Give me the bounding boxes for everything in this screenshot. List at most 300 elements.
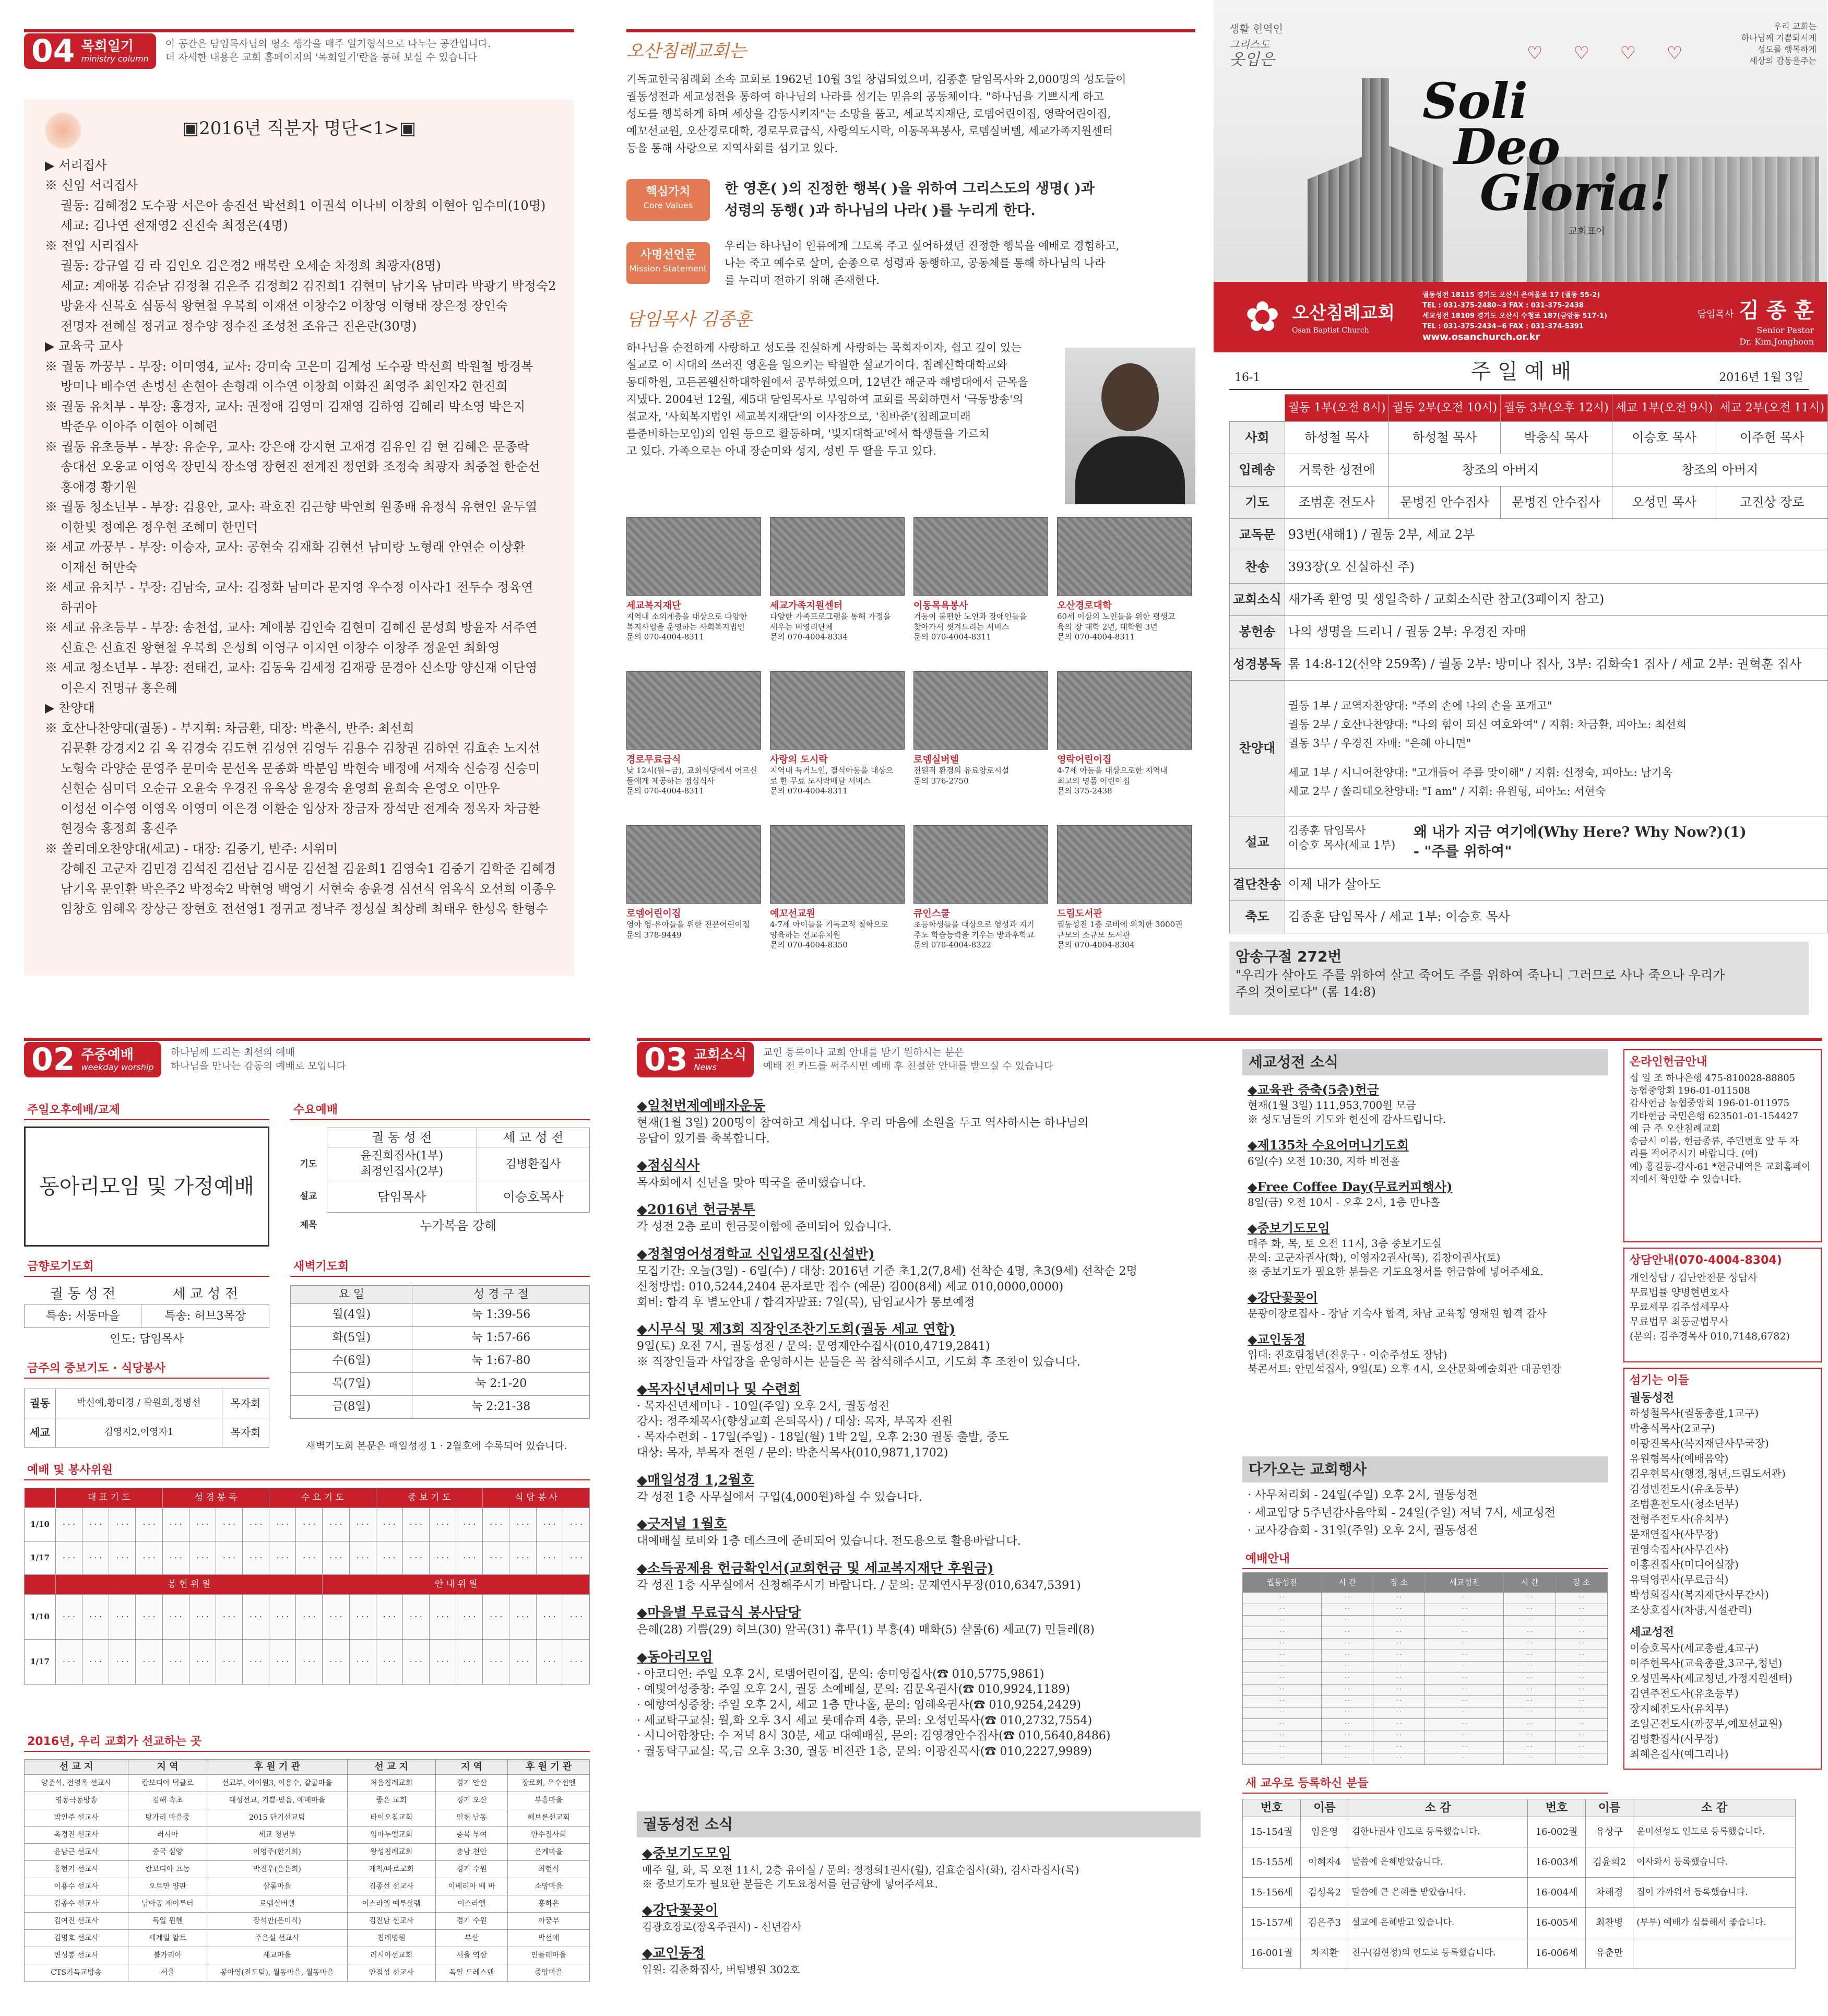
ministry-photo — [913, 825, 1048, 904]
mission-cell: 은계마을 — [508, 1844, 590, 1861]
online-line: 예) 홍길동-감사-61 *헌금내역은 교회홈페이 — [1630, 1161, 1811, 1172]
service-cell: · · · — [109, 1508, 136, 1541]
mission-cell: 영동극동방송 — [25, 1792, 128, 1809]
schedule-header: 장 소 — [1556, 1572, 1607, 1592]
mission-cell: 소망마을 — [508, 1878, 590, 1895]
schedule-cell: · · — [1243, 1638, 1322, 1650]
ministry-desc: 문의 070-4004-8304 — [1057, 940, 1135, 950]
news-item-title: ◆소득공제용 헌금확인서(교회헌금 및 세교복지재단 후원금) — [637, 1561, 994, 1577]
order-cell: 하성철 목사 — [1389, 422, 1501, 454]
schedule-cell: · · — [1243, 1753, 1322, 1764]
about-intro — [626, 71, 1195, 157]
friday-prayer-title: 금향로기도회 — [24, 1258, 269, 1277]
gwoldong-news — [637, 1811, 1201, 2010]
usher-cell: · · · — [509, 1595, 536, 1640]
service-column-header: 궐동 3부(오후 12시) — [1501, 395, 1612, 422]
news-item-title: ◆정철영어성경학교 신입생모집(신설반) — [637, 1247, 875, 1263]
cover-tagline: 생활 현역인 그리스도 옷입은 — [1229, 22, 1283, 69]
bio-line: 를준비하는모임)의 임원 등으로 활동하며, '빛지대학교'에서 학생들을 가르치 — [626, 427, 990, 440]
officer-line: 노형숙 라양순 문영주 문미숙 문선옥 문종화 박분임 박현숙 배정애 서재숙 신승경 신승미 — [61, 761, 540, 776]
counsel-line: 무료법무 최동균법무사 — [1630, 1315, 1729, 1327]
usher-cell: · · · — [509, 1640, 536, 1685]
order-cell: 박충식 목사 — [1501, 422, 1612, 454]
schedule-cell: · · — [1243, 1650, 1322, 1661]
schedule-header: 궐동성전 — [1243, 1572, 1322, 1592]
service-role-header: 성 경 봉 독 — [162, 1488, 269, 1508]
news-item-body: 각 성전 1층 사무실에서 구입(4,000원)하실 수 있습니다. — [637, 1490, 922, 1504]
ministry-desc: 로 한 무료 도시락배달 서비스 — [770, 776, 871, 786]
news-item — [1248, 1179, 1603, 1209]
mission-cell: 봉아영(전도팀), 월동마을, 월동마을 — [207, 1964, 347, 1982]
schedule-cell: · · — [1425, 1707, 1504, 1718]
service-column-header: 세교 2부(오전 11시) — [1716, 395, 1828, 422]
dawn-passage: 눅 2:21-38 — [412, 1395, 590, 1418]
mission-line: 나는 죽고 예수로 살며, 순종으로 성령과 동행하고, 공동체를 통해 하나님의 나라 — [725, 256, 1106, 269]
ministry-photo — [1057, 517, 1192, 596]
usher-cell: · · · — [216, 1595, 242, 1640]
usher-cell: · · · — [136, 1640, 162, 1685]
officer-line: 궐동: 강규열 김 라 김인오 김은경2 배복란 오세순 차정희 최광자(8명) — [61, 258, 441, 274]
schedule-cell: · · — [1373, 1741, 1425, 1753]
schedule-cell: · · — [1504, 1718, 1556, 1730]
service-cell: · · · — [82, 1508, 109, 1541]
news-item — [1248, 1082, 1603, 1126]
usher-cell: · · · — [242, 1595, 269, 1640]
service-cell: · · · — [483, 1541, 509, 1575]
schedule-cell: · · — [1425, 1627, 1504, 1638]
ministry-photo — [626, 671, 761, 750]
mission-line: 를 누리며 전하기 위해 존재한다. — [725, 274, 880, 287]
ministry-desc: 문의 378-9449 — [626, 930, 682, 940]
member-cell: 15-155세 — [1243, 1847, 1301, 1878]
officer-line: ※ 신임 서리집사 — [45, 178, 138, 193]
mission-cell: 경기 수원 — [435, 1913, 508, 1930]
news-item-body: 김광호장로(장옥주권사) - 신년감사 — [642, 1920, 802, 1933]
usher-cell: · · · — [429, 1595, 456, 1640]
church-name: 오산침례교회 Osan Baptist Church — [1292, 303, 1395, 335]
officer-line: 이한빛 정예은 정우현 조혜미 한민덕 — [61, 519, 258, 535]
mission-cell: 김여진 선교사 — [25, 1913, 128, 1930]
ministry-photo — [913, 671, 1048, 750]
news-item — [642, 1944, 1195, 1977]
schedule-cell: · · — [1556, 1741, 1607, 1753]
news-item — [637, 1515, 1201, 1549]
service-cell: · · · — [242, 1541, 269, 1575]
ministry-caption — [770, 908, 907, 951]
member-header: 이름 — [1586, 1799, 1633, 1817]
online-line: 기타헌금 국민은행 623501-01-154427 — [1630, 1110, 1799, 1122]
officer-line: ▶ 찬양대 — [45, 701, 95, 716]
news-item — [1248, 1137, 1603, 1168]
usher-cell: · · · — [82, 1640, 109, 1685]
staff-line: 최혜은집사(예그리나) — [1630, 1748, 1729, 1761]
service-cell: · · · — [456, 1508, 483, 1541]
usher-cell: · · · — [242, 1640, 269, 1685]
ministry-desc: 60세 이상의 노인들을 위한 평생교 — [1057, 612, 1176, 622]
schedule-cell: · · — [1373, 1673, 1425, 1684]
dawn-day: 목(7일) — [291, 1372, 412, 1395]
section-header-02 — [24, 1042, 346, 1077]
ministry-desc: 초등학생들을 대상으로 영성과 지기 — [913, 920, 1035, 930]
mission-cell: 김종선 선교사 — [347, 1878, 435, 1895]
member-cell: 말씀에 은혜받았습니다. — [1348, 1847, 1527, 1878]
mission-cell: 충북 부여 — [435, 1827, 508, 1844]
officer-line: ※ 궐동 까꿍부 - 부장: 이미영4, 교사: 강미숙 고은미 김계성 도수광 박선희 박원철 방경복 — [45, 359, 533, 374]
usher-cell: · · · — [483, 1640, 509, 1685]
officer-list-box — [24, 99, 574, 976]
schedule-cell: · · — [1373, 1753, 1425, 1764]
mission-cell: 인천 남동 — [435, 1809, 508, 1827]
order-cell: 문병진 안수집사 — [1501, 487, 1612, 519]
news-item — [637, 1560, 1201, 1594]
ministry-desc: 문의 376-2750 — [913, 776, 969, 786]
mission-row — [626, 238, 1195, 289]
service-cell: · · · — [296, 1508, 323, 1541]
usher-cell: · · · — [323, 1595, 349, 1640]
usher-cell: · · · — [216, 1640, 242, 1685]
order-label: 결단찬송 — [1230, 869, 1285, 901]
ministry-desc: 문의 070-4004-8311 — [1057, 632, 1135, 642]
usher-cell: · · · — [162, 1640, 189, 1685]
officer-line: 세교: 계애봉 김순남 김정철 김은주 김정희2 김진희1 김현미 남기옥 남미라 박광기 박정숙2 — [61, 278, 556, 293]
schedule-cell: · · — [1556, 1695, 1607, 1707]
service-role-header: 대 표 기 도 — [56, 1488, 163, 1508]
gwoldong-news-title: 궐동성전 소식 — [637, 1811, 1201, 1837]
mission-cell: 장로회, 우수선엔 — [508, 1775, 590, 1792]
usher-cell: · · · — [376, 1595, 402, 1640]
schedule-cell: · · — [1425, 1695, 1504, 1707]
mission-cell: 세교마을 — [207, 1947, 347, 1964]
service-cell: · · · — [509, 1541, 536, 1575]
flower-icon — [45, 110, 81, 151]
schedule-cell: · · — [1373, 1707, 1425, 1718]
sunday-afternoon-title: 주일오후예배/교제 — [24, 1101, 269, 1120]
choir-line: 세교 1부 / 시니어찬양대: "고개들어 주를 맞이해" / 지휘: 신정숙, 피아노: 남기옥 — [1288, 766, 1673, 779]
news-item-body: · 아코디언: 주일 오후 2시, 로뎀어린이집, 문의: 송미영집사(☎ 010,5775,9861) · 예빛여성중창: 주일 오후 2시, 궐동 소예배실, 문의: 김문옥권사(☎ 010,9924,1189) · 예향여성중창: 주일 오후 2시, 세교 1층 만나홀, 문의: 임혜옥권사(☎ 010,9254,2429) · 세교탁구교실: 월,화 오후 3시 세교 롯데슈퍼 4층, 문의: 오성민목사(☎ 010,2732,7554) · 시니어합창단: 수 저녁 8시 30분, 세교 대예배실, 문의: 김영경안수집사(☎ 010,5640,8486) · 궐동탁구교실: 목,금 오후 3:30, 궐동 비전관 1층, 문의: 이광진목사(☎ 010,2227,9989) — [637, 1667, 1111, 1759]
staff-line: 박성희집사(복지재단사무간사) — [1630, 1588, 1769, 1602]
order-cell: 이제 내가 살아도 — [1285, 869, 1827, 901]
news-item — [1248, 1331, 1603, 1376]
staff-line: 조일곤전도사(까꿍부,예꼬선교원) — [1630, 1717, 1783, 1730]
schedule-cell: · · — [1556, 1604, 1607, 1615]
mission-cell: 독일 뮌헨 — [128, 1913, 207, 1930]
new-members-table — [1242, 1799, 1796, 1969]
member-header: 소 감 — [1348, 1799, 1527, 1817]
news-item-body: 입대: 진호림청년(진운구 · 이순주성도 장남) 북콘서트: 안민석집사, 9일(토) 오후 4시, 오산문화예술회관 대공연장 — [1248, 1348, 1561, 1375]
usher-cell: · · · — [429, 1640, 456, 1685]
schedule-header: 세교성전 — [1425, 1572, 1504, 1592]
news-item — [637, 1472, 1201, 1505]
schedule-cell: · · — [1243, 1684, 1322, 1695]
bio-line: 동대학원, 고든콘웰신학대학원에서 공부하였으며, 12년간 해군과 해병대에서 군목을 — [626, 375, 1028, 388]
usher-cell: · · · — [56, 1640, 82, 1685]
schedule-cell: · · — [1321, 1707, 1373, 1718]
service-role-header: 식 당 봉 사 — [483, 1488, 590, 1508]
schedule-cell: · · — [1556, 1707, 1607, 1718]
officer-line: 강혜진 고군자 김민경 김석진 김선남 김시문 김선철 김윤희1 김영숙1 김중기 김학준 김혜경 — [61, 861, 556, 876]
member-header: 이름 — [1301, 1799, 1348, 1817]
online-line: 감사헌금 농협중앙회 196-01-011975 — [1630, 1098, 1790, 1109]
dawn-header: 요 일 — [291, 1286, 412, 1304]
memory-verse-box — [1229, 942, 1809, 1015]
ministry-desc: 지역내 독거노인, 결식아동을 대상으 — [770, 766, 894, 776]
member-cell: 윤미선성도 인도로 등록했습니다. — [1633, 1817, 1796, 1847]
service-column-header: 궐동 2부(오전 10시) — [1389, 395, 1501, 422]
officer-line: 현경숙 홍정희 홍진주 — [61, 821, 177, 836]
core-line: 한 영혼( )의 진정한 행복( )을 위하여 그리스도의 생명( )과 — [725, 180, 1095, 197]
ministry-caption — [913, 754, 1050, 786]
schedule-cell: · · — [1556, 1753, 1607, 1764]
officer-line: ※ 세교 청소년부 - 부장: 전태건, 교사: 김동욱 김세정 김재광 문경아 신소망 양신재 이단영 — [45, 660, 538, 675]
cover-footer — [1214, 282, 1827, 352]
service-volunteers-table — [24, 1488, 590, 1685]
mission-cell: 개척/바로교회 — [347, 1861, 435, 1878]
service-cell: · · · — [402, 1508, 429, 1541]
order-cell: 393장(오 신실하신 주) — [1285, 551, 1827, 584]
meal-service: 목자회 — [222, 1418, 269, 1448]
dawn-passage: 눅 2:1-20 — [412, 1372, 590, 1395]
section-header-04 — [24, 33, 491, 69]
schedule-cell: · · — [1556, 1615, 1607, 1627]
mission-cell: 민들레마을 — [508, 1947, 590, 1964]
schedule-cell: · · — [1243, 1707, 1322, 1718]
service-cell: · · · — [296, 1541, 323, 1575]
news-item — [642, 1902, 1195, 1934]
church-news-column — [637, 1092, 1201, 1812]
member-cell: 최찬병 — [1586, 1908, 1633, 1938]
dawn-day: 수(6일) — [291, 1349, 412, 1372]
section-title: 주중예배 weekday worship — [81, 1047, 154, 1072]
schedule-cell: · · — [1425, 1650, 1504, 1661]
member-header: 번호 — [1527, 1799, 1585, 1817]
mission-cell: 부흥마을 — [508, 1792, 590, 1809]
schedule-cell: · · — [1556, 1592, 1607, 1604]
ministry-caption — [1057, 754, 1194, 797]
ministry-desc: 들에게 제공하는 점심식사 — [626, 776, 715, 786]
service-cell: · · · — [509, 1508, 536, 1541]
preacher: 이승호 목사(세교 1부) — [1288, 839, 1396, 852]
ministry-caption — [626, 908, 763, 940]
section-description: 이 공간은 담임목사님의 평소 생각을 매주 일기형식으로 나누는 공간입니다. 더 자세한 내용은 교회 홈페이지의 '목회일기'란을 통해 보실 수 있습니다 — [165, 38, 491, 63]
staff-line: 이승호목사(세교총괄,4교구) — [1630, 1642, 1759, 1655]
memory-verse-text: "우리가 살아도 주를 위하여 살고 죽어도 주를 위하여 죽나니 그러므로 사나 죽으나 우리가 주의 것이로다" (롬 14:8) — [1236, 967, 1725, 999]
schedule-cell: · · — [1504, 1684, 1556, 1695]
officer-line: 홍애경 황기원 — [61, 479, 137, 494]
news-item-title: ◆강단꽃꽂이 — [1248, 1290, 1318, 1306]
usher-cell: · · · — [402, 1640, 429, 1685]
section-title: 교회소식 News — [694, 1047, 746, 1072]
news-item — [637, 1321, 1201, 1370]
staff-line: 김병환집사(사무장) — [1630, 1733, 1719, 1746]
mission-cell: 왕성침례교회 — [347, 1844, 435, 1861]
news-item-body: 8일(금) 오전 10시 - 오후 2시, 1층 만나홀 — [1248, 1195, 1440, 1208]
schedule-cell: · · — [1504, 1592, 1556, 1604]
news-item — [642, 1845, 1195, 1891]
officer-list — [45, 156, 556, 919]
section-number: 04 — [31, 33, 75, 69]
sermon-cell — [1285, 816, 1827, 869]
service-cell: · · · — [323, 1508, 349, 1541]
officer-line: 전명자 전혜실 정귀교 정수양 정수진 조성천 조유근 진은란(30명) — [61, 318, 417, 334]
ministry-desc: 찾아가서 씻겨드리는 서비스 — [913, 622, 1010, 632]
usher-cell: · · · — [536, 1640, 563, 1685]
counsel-line: 무료법률 양병현변호사 — [1630, 1286, 1729, 1298]
schedule-cell: · · — [1373, 1695, 1425, 1707]
member-cell: 15-154궐 — [1243, 1817, 1301, 1847]
order-cell: 문병진 안수집사 — [1389, 487, 1501, 519]
choir-line: 궐동 2부 / 호산나찬양대: "나의 힘이 되신 여호와여" / 지휘: 차금환, 피아노: 최선희 — [1288, 718, 1687, 731]
counseling-box: 상담안내(070-4004-8304) 개인상담 / 김난안전문 상담사 무료법률 양병현변호사 무료세무 김주성세무사 무료법무 최동균법무사 (문의: 김주경목사 010,7148,6782) — [1623, 1248, 1822, 1362]
order-label: 축도 — [1230, 901, 1285, 933]
news-item — [1248, 1289, 1603, 1320]
service-cell: · · · — [429, 1508, 456, 1541]
officer-line: 신효은 신효진 왕현철 우복희 은성희 이영구 이지연 이창수 이창주 정윤연 최화영 — [61, 640, 500, 655]
member-cell: 15-156세 — [1243, 1878, 1301, 1908]
mission-cell: 이용수 선교사 — [25, 1878, 128, 1895]
usher-cell: · · · — [269, 1595, 296, 1640]
bio-line: 설교로 이 시대의 쓰러진 영혼을 일으키는 탁월한 설교가이다. 침례신학대학교와 — [626, 358, 1007, 371]
service-cell: · · · — [563, 1508, 589, 1541]
ministry-desc: 영아 영·유아들을 위한 전문어린이집 — [626, 920, 750, 930]
mission-cell: 충남 천안 — [435, 1844, 508, 1861]
service-cell: · · · — [216, 1541, 242, 1575]
staff-line: 이주헌목사(교육총괄,3교구,청년) — [1630, 1657, 1783, 1670]
choir-cell — [1285, 681, 1827, 816]
member-cell: 15-157세 — [1243, 1908, 1301, 1938]
mission-cell: 김진남 선교사 — [347, 1913, 435, 1930]
usher-cell: · · · — [189, 1595, 216, 1640]
member-cell — [1633, 1938, 1796, 1968]
news-item-body: 현재(1월 3일) 111,953,700원 모금 ※ 성도님들의 기도와 헌신에 감사드립니다. — [1248, 1099, 1446, 1126]
ministry-desc: 문의 070-4004-8311 — [626, 786, 704, 796]
about-panel — [626, 34, 1195, 979]
staff-line: 유덕영권사(무료급식) — [1630, 1573, 1729, 1586]
mission-cell: 캄보디아 프놈 — [128, 1861, 207, 1878]
dawn-prayer-table — [290, 1285, 590, 1419]
schedule-cell: · · — [1504, 1615, 1556, 1627]
bio-line: 지냈다. 2004년 12월, 제5대 담임목사로 부임하여 교회를 목회하면서 '극동방송'의 — [626, 393, 1024, 406]
ministry-desc: 양육하는 선교유치원 — [770, 930, 841, 940]
usher-cell: · · · — [109, 1595, 136, 1640]
mission-cell: 오트만 양판 — [128, 1878, 207, 1895]
mission-line: 우리는 하나님이 인류에게 그토록 주고 싶어하셨던 진정한 행복을 예배로 경험하고, — [725, 239, 1120, 252]
service-cell: · · · — [56, 1541, 82, 1575]
mission-header: 선 교 지 — [25, 1760, 128, 1775]
dawn-header: 성 경 구 절 — [412, 1286, 590, 1304]
mission-cell: 경기 오산 — [435, 1792, 508, 1809]
upcoming-events — [1242, 1456, 1608, 1550]
order-cell: 93번(새해1) / 궐동 2부, 세교 2부 — [1285, 519, 1827, 551]
schedule-cell: · · — [1373, 1650, 1425, 1661]
mission-cell: 독일 드레스덴 — [435, 1964, 508, 1982]
schedule-cell: · · — [1425, 1592, 1504, 1604]
usher-cell: · · · — [402, 1595, 429, 1640]
service-column-header: 궐동 1부(오전 8시) — [1285, 395, 1389, 422]
news-item-body: 매주 화, 목, 토 오전 11시, 3층 중보기도실 문의: 고군자권사(화), 이영자2권사(목), 김창이권사(토) ※ 중보기도가 필요한 분들은 기도요청서를 헌금함에 넣어주세요. — [1248, 1237, 1544, 1278]
ministry-name: 경로무료급식 — [626, 754, 681, 765]
worship-schedule-title: 예배안내 — [1242, 1550, 1608, 1569]
mission-cell: 최현식 — [508, 1861, 590, 1878]
usher-cell: · · · — [296, 1595, 323, 1640]
ministry-desc: 규모의 소규모 도서관 — [1057, 930, 1130, 940]
mission-cell: 경기 수원 — [435, 1861, 508, 1878]
schedule-header: 시 간 — [1504, 1572, 1556, 1592]
section-number: 03 — [644, 1041, 688, 1078]
usher-cell: · · · — [456, 1595, 483, 1640]
ministry-photo — [913, 517, 1048, 596]
ministry-photo — [1057, 671, 1192, 750]
mission-cell: 홍하은 — [508, 1895, 590, 1913]
section-tag — [24, 33, 156, 69]
schedule-cell: · · — [1504, 1673, 1556, 1684]
officer-line: 송대선 오웅교 이영옥 장민식 장소영 장현진 전계진 정연화 조정숙 최광자 최중철 한순선 — [61, 459, 540, 475]
ministry-caption — [913, 908, 1050, 951]
member-cell: 김윤희2 — [1586, 1847, 1633, 1878]
officer-line: ※ 세교 유초등부 - 부장: 송천섭, 교사: 계애봉 김인숙 김현미 김혜진 문성희 방윤자 서주연 — [45, 620, 538, 635]
ministry-name: 로뎀실버텔 — [913, 754, 959, 765]
news-item-title: ◆교인동정 — [642, 1945, 705, 1961]
schedule-cell: · · — [1321, 1730, 1373, 1741]
schedule-cell: · · — [1425, 1718, 1504, 1730]
ministry-desc: 문의 070-4004-8334 — [770, 632, 848, 642]
schedule-cell: · · — [1243, 1661, 1322, 1673]
schedule-cell: · · — [1425, 1661, 1504, 1673]
member-cell: 차해경 — [1586, 1878, 1633, 1908]
schedule-cell: · · — [1373, 1627, 1425, 1638]
member-cell: 16-003세 — [1527, 1847, 1585, 1878]
mission-cell: 대성선교, 기쁨·믿음, 예배마을 — [207, 1792, 347, 1809]
staff-line: 오성민목사(세교청년,가정지원센터) — [1630, 1672, 1793, 1685]
order-label: 기도 — [1230, 487, 1285, 519]
weekday-panel — [24, 1101, 590, 1999]
service-cell: · · · — [349, 1508, 376, 1541]
mission-cell: 주은실 선교사 — [207, 1930, 347, 1947]
schedule-cell: · · — [1556, 1730, 1607, 1741]
pastor-heading: 담임목사 김종훈 — [626, 309, 752, 330]
service-cell: · · · — [216, 1508, 242, 1541]
core-values-text — [725, 178, 1095, 222]
news-item-body: · 목자신년세미나 - 10일(주일) 오후 2시, 궐동성전 강사: 정주채목사(향상교회 은퇴목사) / 대상: 목자, 부목자 전원 · 목자수련회 - 17일(주일) - 18일(월) 1박 2일, 오후 2:30 궐동 출발, 중도 대상: 목자, 부목자 전원 / 문의: 박춘식목사(010,9871,1702) — [637, 1400, 1009, 1460]
schedule-cell: · · — [1425, 1753, 1504, 1764]
mission-cell: 박인주 선교사 — [25, 1809, 128, 1827]
news-item — [637, 1097, 1201, 1146]
intro-line: 등을 통해 사랑으로 지역사회를 섬기고 있다. — [626, 141, 838, 155]
mission-cell: 이영주(한기회) — [207, 1844, 347, 1861]
mission-cell: 양준석, 전영옥 선교사 — [25, 1775, 128, 1792]
member-cell: 16-001궐 — [1243, 1938, 1301, 1968]
mission-cell: 옥경진 선교사 — [25, 1827, 128, 1844]
member-header: 소 감 — [1633, 1799, 1796, 1817]
news-item — [637, 1381, 1201, 1461]
mission-cell: CTS기독교방송 — [25, 1964, 128, 1982]
member-cell: 16-002궐 — [1527, 1817, 1585, 1847]
member-cell: 설교에 은혜받고 있습니다. — [1348, 1908, 1527, 1938]
core-values-label: 핵심가치 Core Values — [626, 179, 710, 221]
usher-header: 안 내 위 원 — [323, 1575, 590, 1595]
news-item-title: ◆시무식 및 제3회 직장인조찬기도회(궐동 세교 연합) — [637, 1322, 956, 1338]
officer-line: 신현순 심미덕 오순규 오윤숙 우경진 유옥상 윤경숙 윤영희 윤희숙 은영오 이만우 — [61, 781, 500, 796]
ministry-caption — [626, 754, 763, 797]
officer-line: 이재선 허만숙 — [61, 560, 137, 575]
member-cell: 이사와서 등록했습니다. — [1633, 1847, 1796, 1878]
online-line: 농협중앙회 196-01-011508 — [1630, 1085, 1750, 1096]
schedule-cell: · · — [1504, 1638, 1556, 1650]
news-item-body: 매주 월, 화, 목 오전 11시, 2층 유아실 / 문의: 정정희1권사(월), 김효순집사(화), 김사라집사(목) ※ 중보기도가 필요한 분들은 기도요청서를 헌금함에 넣어주세요. — [642, 1863, 1079, 1890]
mission-label: 사명선언문 Mission Statement — [626, 242, 710, 284]
officer-list-heading: ▣2016년 직분자 명단<1>▣ — [182, 118, 417, 139]
news-item-body: 6일(수) 오전 10:30, 지하 비전홀 — [1248, 1154, 1400, 1167]
news-item-body: 각 성전 2층 로비 헌금꽂이함에 준비되어 있습니다. — [637, 1220, 892, 1234]
